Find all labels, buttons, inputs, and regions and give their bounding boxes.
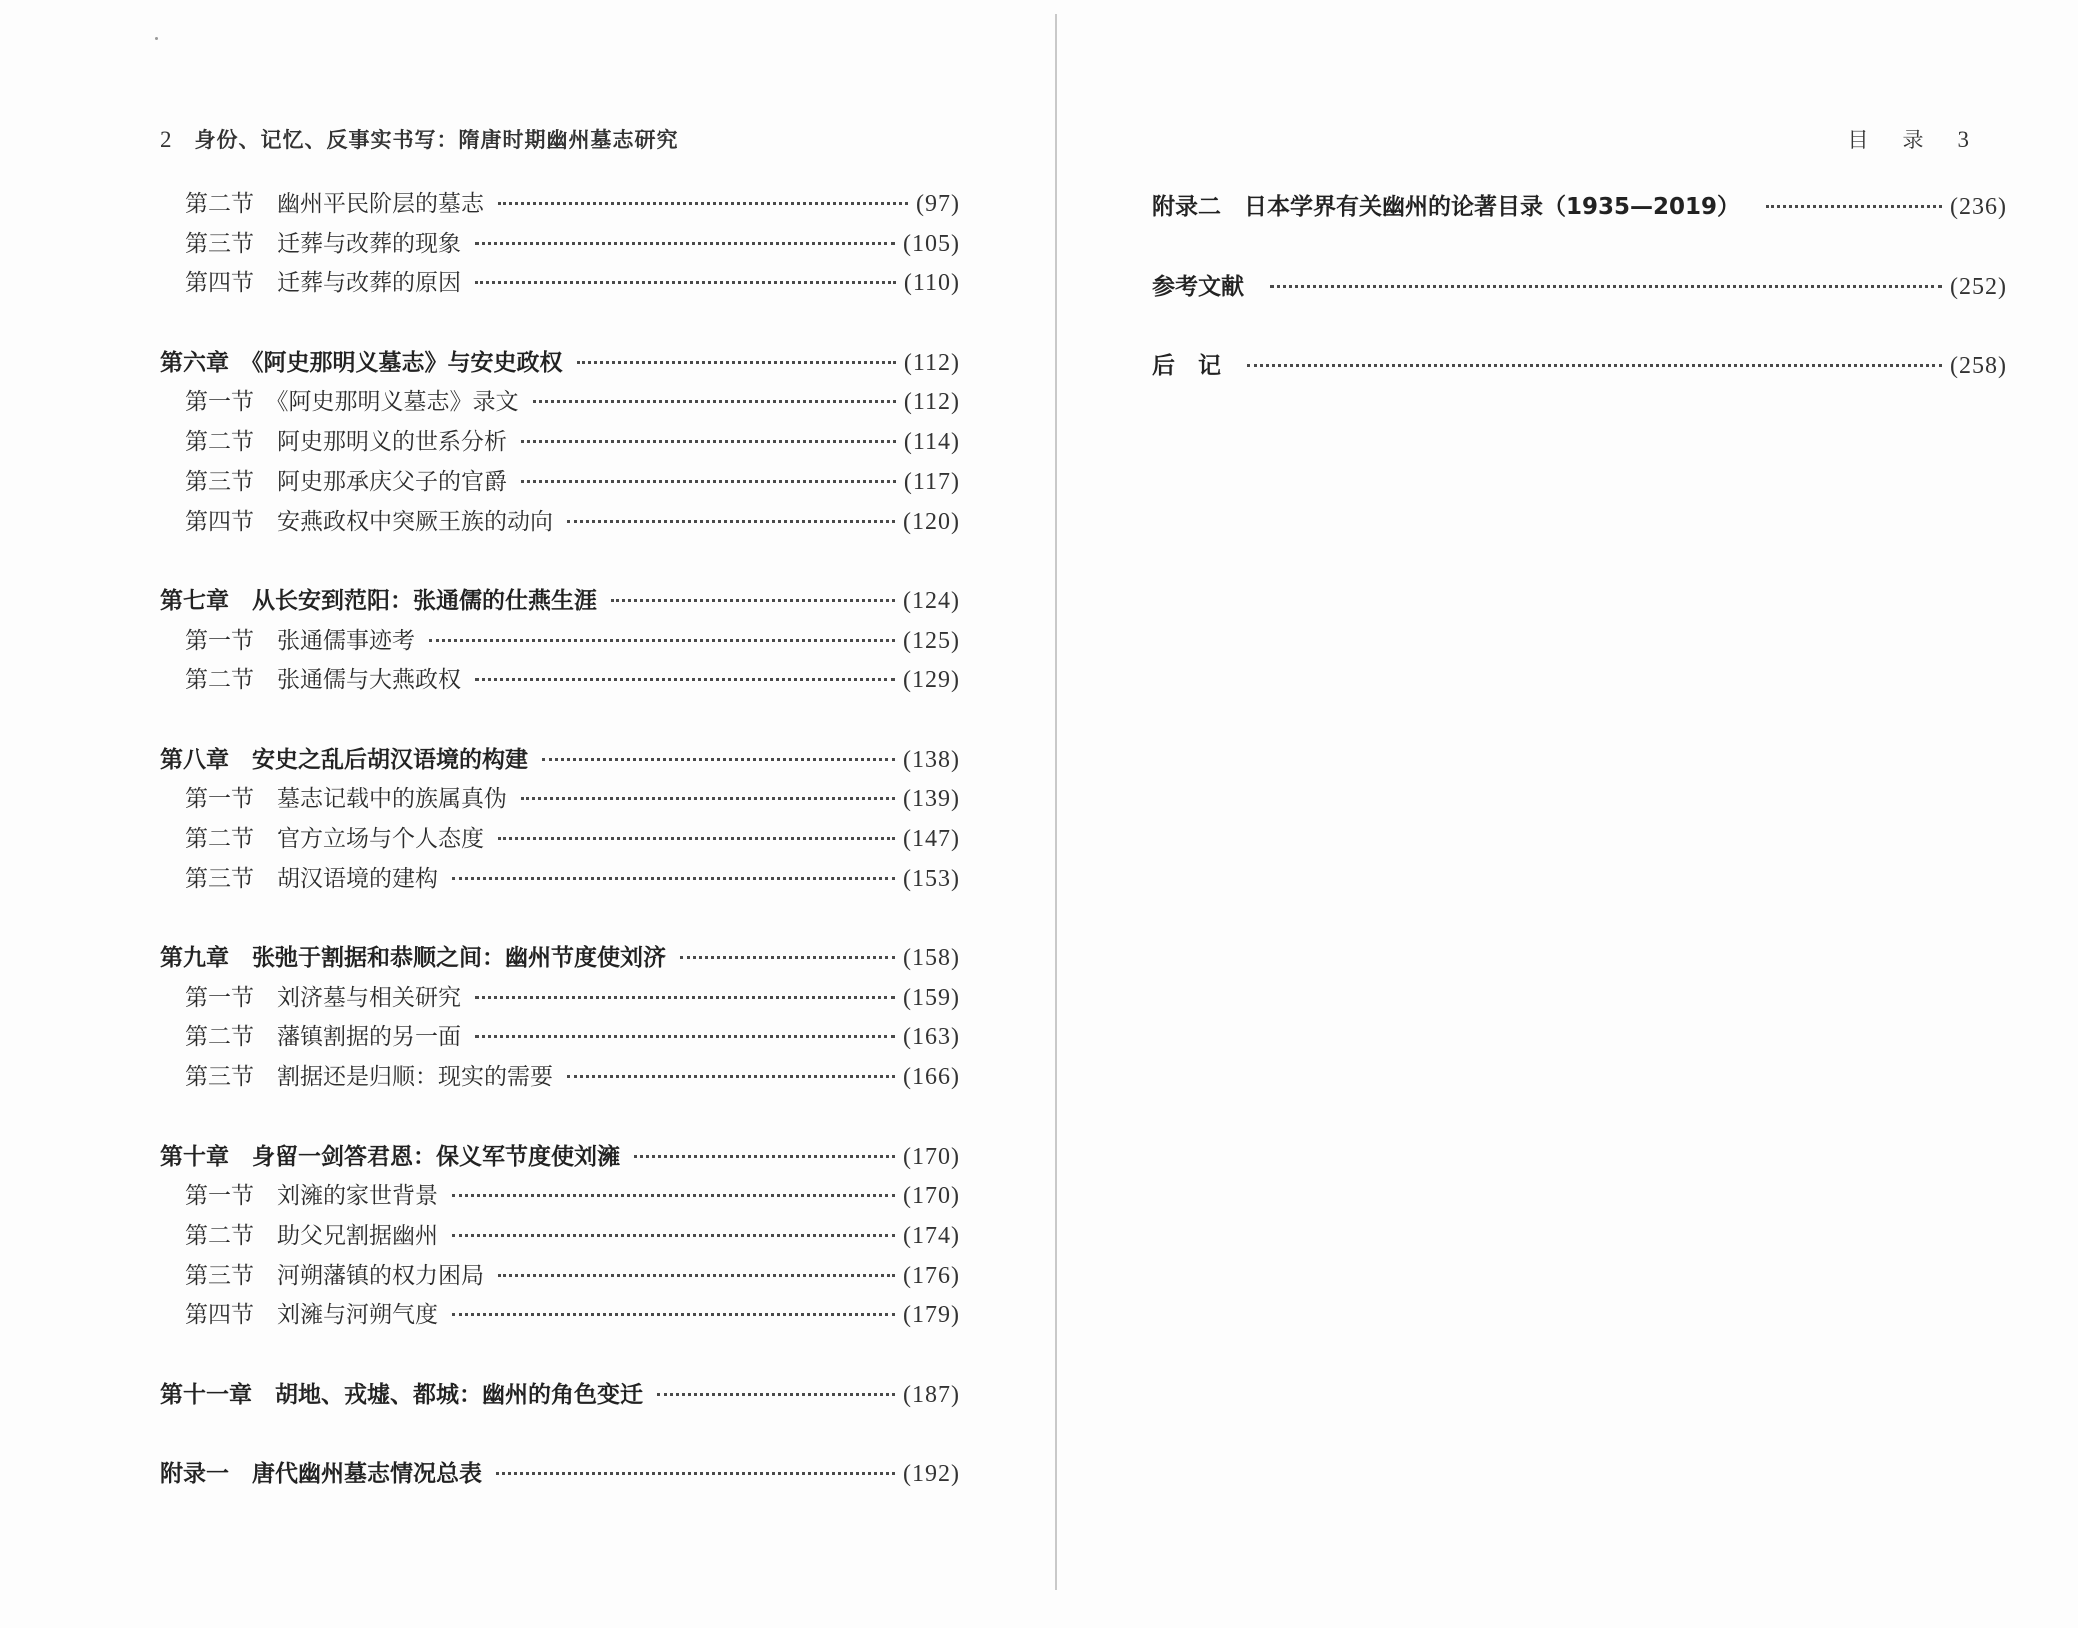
toc-entry[interactable] <box>160 860 960 900</box>
leader-dots <box>498 1274 895 1277</box>
toc-entry-label: 第一节 墓志记载中的族属真伪 <box>185 786 507 813</box>
toc-entry-label: 第三节 迁葬与改葬的现象 <box>185 230 461 257</box>
toc-entry[interactable] <box>160 1058 960 1098</box>
leader-dots <box>577 361 896 364</box>
toc-entry[interactable] <box>160 1018 960 1058</box>
toc-chapter-label: 附录一 唐代幽州墓志情况总表 <box>160 1461 482 1487</box>
toc-entry[interactable] <box>160 1177 960 1217</box>
leader-dots <box>567 1075 895 1078</box>
toc-entry[interactable] <box>160 503 960 543</box>
toc-chapter-label: 第六章 《阿史那明义墓志》与安史政权 <box>160 349 563 376</box>
toc-entry-page: (105) <box>903 230 960 257</box>
leader-dots <box>498 837 895 840</box>
toc-appendix-entry[interactable] <box>1152 188 2007 268</box>
leader-dots <box>429 639 895 642</box>
toc-chapter-entry[interactable] <box>160 582 960 622</box>
leader-dots <box>521 797 895 800</box>
toc-entry-label: 第二节 张通儒与大燕政权 <box>185 667 461 694</box>
toc-entry[interactable] <box>160 622 960 662</box>
leader-dots <box>475 281 896 284</box>
leader-dots <box>496 1472 895 1475</box>
toc-entry[interactable] <box>160 661 960 701</box>
toc-chapter-entry[interactable] <box>160 939 960 979</box>
toc-entry-page: (97) <box>916 191 960 217</box>
leader-dots <box>1766 205 1942 208</box>
toc-entry-label: 第二节 阿史那明义的世系分析 <box>185 429 507 456</box>
toc-entry-label: 第二节 幽州平民阶层的墓志 <box>185 191 484 217</box>
toc-chapter-label: 参考文献 <box>1152 273 1244 300</box>
toc-entry[interactable] <box>160 225 960 265</box>
toc-entry-label: 第三节 割据还是归顺：现实的需要 <box>185 1064 553 1091</box>
leader-dots <box>657 1393 895 1396</box>
toc-chapter-label: 第八章 安史之乱后胡汉语境的构建 <box>160 746 528 773</box>
toc-entry-label: 第一节 刘澭的家世背景 <box>185 1183 438 1210</box>
toc-entry[interactable] <box>160 185 960 225</box>
leader-dots <box>452 1313 895 1316</box>
toc-entry-page: (138) <box>903 746 960 773</box>
toc-entry-label: 第三节 胡汉语境的建构 <box>185 865 438 892</box>
toc-entry[interactable] <box>160 1296 960 1336</box>
leader-dots <box>475 678 895 681</box>
toc-entry[interactable] <box>160 780 960 820</box>
leader-dots <box>680 956 895 959</box>
toc-entry-page: (124) <box>903 587 960 614</box>
toc-chapter-label: 第九章 张弛于割据和恭顺之间：幽州节度使刘济 <box>160 945 666 972</box>
toc-chapter-entry[interactable] <box>160 344 960 384</box>
toc-entry-page: (179) <box>903 1302 960 1329</box>
toc-entry-page: (258) <box>1950 353 2007 379</box>
toc-entry-label: 第二节 藩镇割据的另一面 <box>185 1024 461 1051</box>
toc-entry-label: 第一节 《阿史那明义墓志》录文 <box>185 389 519 416</box>
toc-entry[interactable] <box>160 383 960 423</box>
toc-entry-page: (129) <box>903 667 960 694</box>
toc-left-list <box>160 185 960 1495</box>
toc-entry-label: 第三节 阿史那承庆父子的官爵 <box>185 468 507 495</box>
toc-chapter-label: 第七章 从长安到范阳：张通儒的仕燕生涯 <box>160 587 597 614</box>
right-page-number: 3 <box>1957 127 1970 152</box>
toc-entry-label: 第二节 助父兄割据幽州 <box>185 1222 438 1249</box>
leader-dots <box>521 440 896 443</box>
toc-entry-label: 第四节 刘澭与河朔气度 <box>185 1302 438 1329</box>
leader-dots <box>452 1234 895 1237</box>
toc-entry[interactable] <box>160 463 960 503</box>
toc-entry-page: (192) <box>903 1461 960 1487</box>
leader-dots <box>567 520 895 523</box>
leader-dots <box>1247 364 1942 367</box>
toc-entry-page: (112) <box>903 349 960 376</box>
toc-entry[interactable] <box>160 1217 960 1257</box>
leader-dots <box>475 996 895 999</box>
toc-chapter-label: 附录二 日本学界有关幽州的论著目录（1935—2019） <box>1152 194 1741 220</box>
toc-entry-page: (117) <box>903 468 960 495</box>
toc-entry-page: (147) <box>903 826 960 852</box>
toc-references-entry[interactable] <box>1152 268 2007 348</box>
toc-entry-page: (158) <box>903 945 960 972</box>
toc-entry-page: (114) <box>903 429 960 456</box>
toc-entry-page: (187) <box>903 1381 960 1408</box>
toc-entry[interactable] <box>160 979 960 1019</box>
toc-entry-page: (252) <box>1950 273 2007 300</box>
leader-dots <box>542 758 895 761</box>
leader-dots <box>611 599 895 602</box>
leader-dots <box>452 1194 895 1197</box>
toc-entry-page: (139) <box>903 786 960 813</box>
toc-entry[interactable] <box>160 264 960 304</box>
left-running-head <box>160 124 679 154</box>
toc-entry-page: (176) <box>903 1262 960 1289</box>
toc-entry-page: (163) <box>903 1024 960 1051</box>
leader-dots <box>533 400 896 403</box>
right-running-head <box>1848 124 1971 154</box>
toc-chapter-label: 第十章 身留一剑答君恩：保义军节度使刘澭 <box>160 1143 620 1170</box>
toc-entry-page: (125) <box>903 627 960 654</box>
toc-entry-page: (170) <box>903 1183 960 1210</box>
toc-entry[interactable] <box>160 423 960 463</box>
right-page <box>1057 0 2078 1628</box>
toc-chapter-label: 第十一章 胡地、戎墟、都城：幽州的角色变迁 <box>160 1381 643 1408</box>
leader-dots <box>475 1035 895 1038</box>
toc-entry-label: 第一节 刘济墓与相关研究 <box>185 984 461 1011</box>
toc-entry-label: 第二节 官方立场与个人态度 <box>185 826 484 852</box>
toc-entry[interactable] <box>160 820 960 860</box>
toc-right-list <box>1152 188 2007 427</box>
toc-entry-label: 第四节 安燕政权中突厥王族的动向 <box>185 508 553 535</box>
toc-entry-page: (236) <box>1950 194 2007 220</box>
contents-label: 目录 <box>1847 128 1958 152</box>
leader-dots <box>1270 285 1942 288</box>
toc-chapter-label: 后 记 <box>1152 353 1221 379</box>
toc-entry[interactable] <box>160 1257 960 1297</box>
toc-entry-page: (120) <box>903 508 960 535</box>
toc-entry-page: (174) <box>903 1222 960 1249</box>
toc-entry-label: 第三节 河朔藩镇的权力困局 <box>185 1262 484 1289</box>
leader-dots <box>475 242 895 245</box>
toc-appendix-entry[interactable] <box>160 1455 960 1495</box>
leader-dots <box>634 1155 895 1158</box>
toc-entry-page: (153) <box>903 865 960 892</box>
toc-entry-page: (159) <box>903 984 960 1011</box>
toc-afterword-entry[interactable] <box>1152 347 2007 427</box>
leader-dots <box>498 202 908 205</box>
toc-entry-page: (110) <box>903 270 960 297</box>
toc-chapter-entry[interactable] <box>160 1376 960 1416</box>
leader-dots <box>521 480 896 483</box>
toc-chapter-entry[interactable] <box>160 741 960 781</box>
toc-entry-label: 第四节 迁葬与改葬的原因 <box>185 270 461 297</box>
toc-entry-page: (170) <box>903 1143 960 1170</box>
toc-entry-page: (112) <box>903 389 960 416</box>
toc-entry-page: (166) <box>903 1064 960 1091</box>
left-page-number: 2 <box>160 127 173 152</box>
leader-dots <box>452 877 895 880</box>
book-title: 身份、记忆、反事实书写：隋唐时期幽州墓志研究 <box>194 128 679 152</box>
toc-entry-label: 第一节 张通儒事迹考 <box>185 627 415 654</box>
toc-chapter-entry[interactable] <box>160 1138 960 1178</box>
